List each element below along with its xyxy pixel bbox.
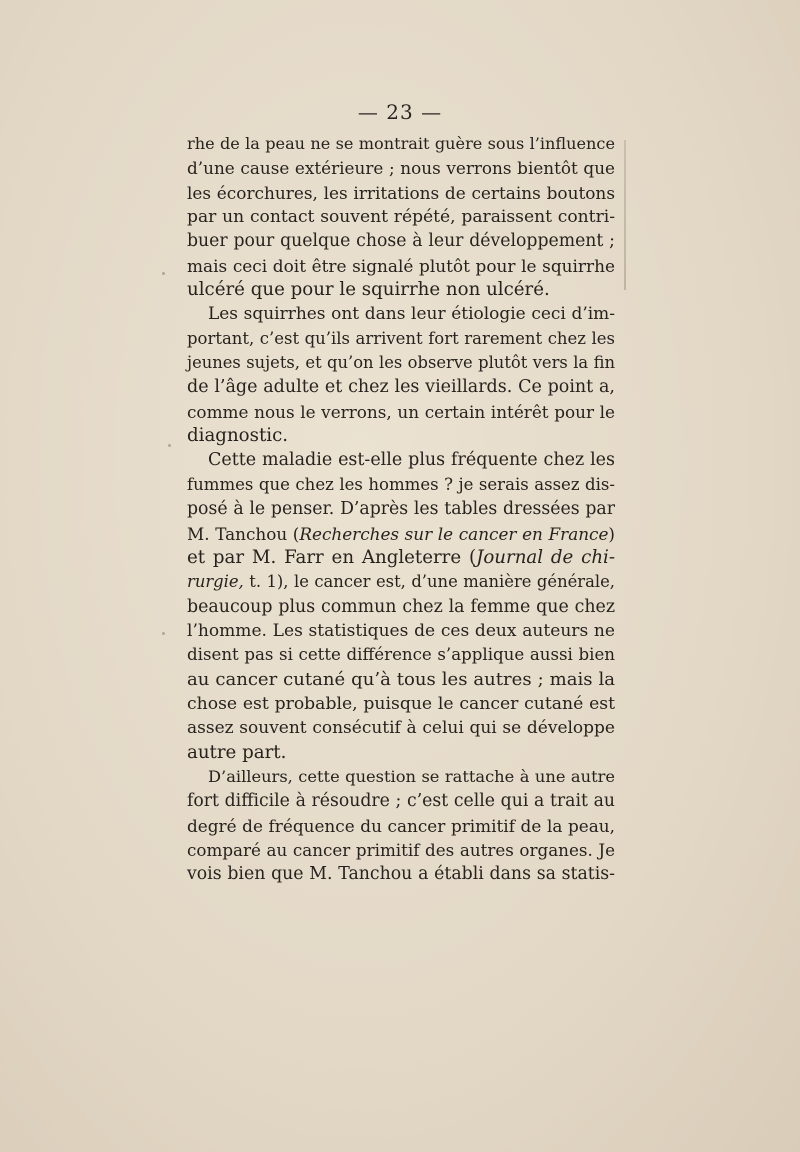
text-line: au cancer cutané qu’à tous les autres ; mais la — [187, 668, 615, 690]
text-line: assez souvent consécutif à celui qui se développe — [187, 718, 615, 739]
text-line: l’homme. Les statistiques de ces deux auteurs ne — [187, 620, 615, 641]
text-line: jeunes sujets, et qu’on les observe plutôt vers la fin — [187, 353, 615, 373]
text-line: D’ailleurs, cette question se rattache à une autre — [208, 766, 615, 786]
text-line: Cette maladie est-elle plus fréquente chez les — [208, 450, 615, 471]
text-line: Les squirrhes ont dans leur étiologie ceci d’im- — [208, 304, 615, 325]
text-line: diagnostic. — [187, 425, 289, 447]
body-text — [187, 132, 615, 887]
text-line: par un contact souvent répété, paraissent contri- — [187, 207, 615, 228]
text-line: comparé au cancer primitif des autres organes. Je — [187, 839, 615, 860]
text-line: portant, c’est qu’ils arrivent fort rarement chez les — [187, 328, 615, 348]
text-line: mais ceci doit être signalé plutôt pour le squirrhe — [187, 255, 615, 276]
text-line: fort difficile à résoudre ; c’est celle qui a trait au — [187, 791, 615, 812]
page-speck — [162, 272, 165, 275]
text-line-mixed — [187, 546, 615, 570]
text-line: vois bien que M. Tanchou a établi dans sa statis- — [187, 864, 615, 885]
text-line: d’une cause extérieure ; nous verrons bientôt que — [187, 158, 615, 179]
text-line: posé à le penser. D’après les tables dressées par — [187, 499, 615, 520]
page-speck — [162, 632, 165, 635]
page-number: — 23 — — [357, 100, 443, 124]
text-line: disent pas si cette différence s’applique aussi bien — [187, 645, 615, 665]
italic-title: Recherches sur le cancer en France — [299, 523, 609, 544]
text-line: chose est probable, puisque le cancer cutané est — [187, 693, 615, 714]
text-line: ulcéré que pour le squirrhe non ulcéré. — [187, 279, 550, 301]
text-line: beaucoup plus commun chez la femme que chez — [187, 596, 615, 617]
text-line: comme nous le verrons, un certain intérêt pour le — [187, 401, 615, 422]
text-line: de l’âge adulte et chez les vieillards. Ce point a, — [187, 377, 615, 398]
italic-title: Journal de chi- — [476, 546, 615, 568]
margin-rule — [624, 140, 626, 290]
italic-title: rurgie, — [187, 572, 244, 592]
text-line: fummes que chez les hommes ? je serais assez dis- — [187, 474, 615, 494]
text-line: autre part. — [187, 741, 287, 763]
text-line: degré de fréquence du cancer primitif de la peau, — [187, 815, 615, 836]
text-line: les écorchures, les irritations de certains boutons — [187, 182, 615, 203]
text-run: M. Tanchou ( — [187, 523, 300, 544]
text-run: t. 1), le cancer est, d’une manière générale, — [243, 572, 615, 592]
text-line-mixed — [187, 570, 615, 594]
page-speck — [168, 444, 171, 447]
text-run: et par M. Farr en Angleterre ( — [187, 546, 477, 568]
text-line-mixed — [187, 522, 615, 546]
text-line: rhe de la peau ne se montrait guère sous l’influence — [187, 134, 615, 153]
text-line: buer pour quelque chose à leur développement ; — [187, 231, 615, 252]
text-run: ) — [608, 523, 615, 544]
